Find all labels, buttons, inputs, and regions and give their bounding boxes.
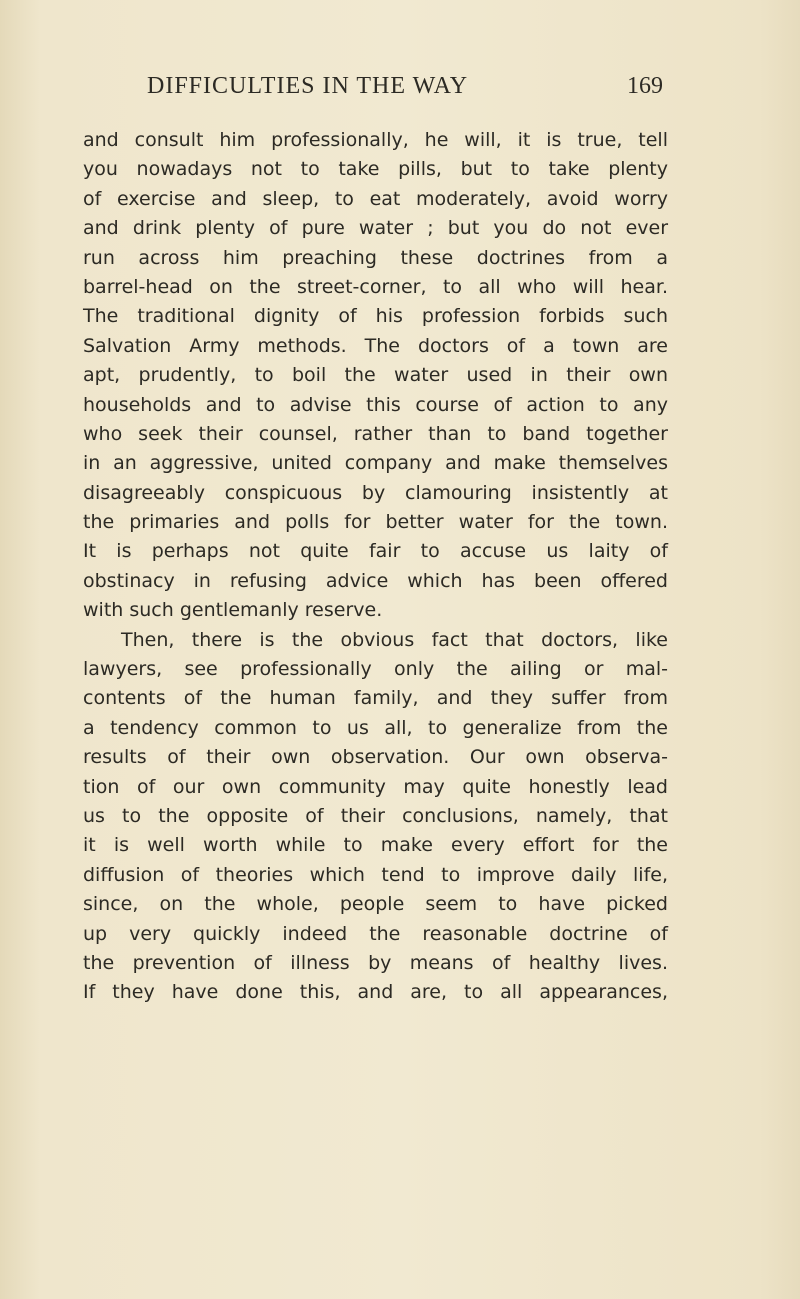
text-line: tion of our own community may quite honestly lead — [83, 775, 668, 798]
text-line: households and to advise this course of action to any — [83, 393, 668, 416]
text-line: Salvation Army methods. The doctors of a town are — [83, 334, 668, 357]
text-line: The traditional dignity of his profession forbids such — [83, 305, 668, 328]
text-line: the primaries and polls for better water for the town. — [83, 511, 668, 534]
running-head — [147, 73, 663, 107]
text-line: disagreeably conspicuous by clamouring insistently at — [83, 481, 668, 504]
text-line: it is well worth while to make every effort for the — [83, 834, 668, 857]
text-line: obstinacy in refusing advice which has been offered — [83, 569, 668, 592]
text-line: the prevention of illness by means of healthy lives. — [83, 951, 668, 974]
text-line: run across him preaching these doctrines from a — [83, 246, 668, 269]
text-line: Then, there is the obvious fact that doctors, like — [121, 628, 668, 651]
text-line: If they have done this, and are, to all appearances, — [83, 981, 668, 1004]
page-number: 169 — [627, 73, 663, 99]
text-line: diffusion of theories which tend to improve daily life, — [83, 863, 668, 886]
text-line: barrel-head on the street-corner, to all who will hear. — [83, 275, 668, 298]
text-line: us to the opposite of their conclusions, namely, that — [83, 804, 668, 827]
body-text — [83, 126, 668, 1008]
text-line: apt, prudently, to boil the water used in their own — [83, 364, 668, 387]
text-line: results of their own observation. Our own observa- — [83, 746, 668, 769]
text-line: since, on the whole, people seem to have picked — [83, 893, 668, 916]
text-line: you nowadays not to take pills, but to take plenty — [83, 158, 668, 181]
text-line: a tendency common to us all, to generalize from the — [83, 716, 668, 739]
text-line: lawyers, see professionally only the ailing or mal- — [83, 658, 668, 681]
text-line: It is perhaps not quite fair to accuse us laity of — [83, 540, 668, 563]
running-head-title: DIFFICULTIES IN THE WAY — [147, 73, 469, 99]
text-line: contents of the human family, and they suffer from — [83, 687, 668, 710]
text-line: in an aggressive, united company and make themselves — [83, 452, 668, 475]
text-line: who seek their counsel, rather than to band together — [83, 422, 668, 445]
text-line: and drink plenty of pure water ; but you do not ever — [83, 217, 668, 240]
text-line: with such gentlemanly reserve. — [83, 599, 383, 622]
text-line: and consult him professionally, he will, it is true, tell — [83, 129, 668, 151]
text-line: up very quickly indeed the reasonable doctrine of — [83, 922, 668, 945]
text-line: of exercise and sleep, to eat moderately, avoid worry — [83, 187, 668, 210]
